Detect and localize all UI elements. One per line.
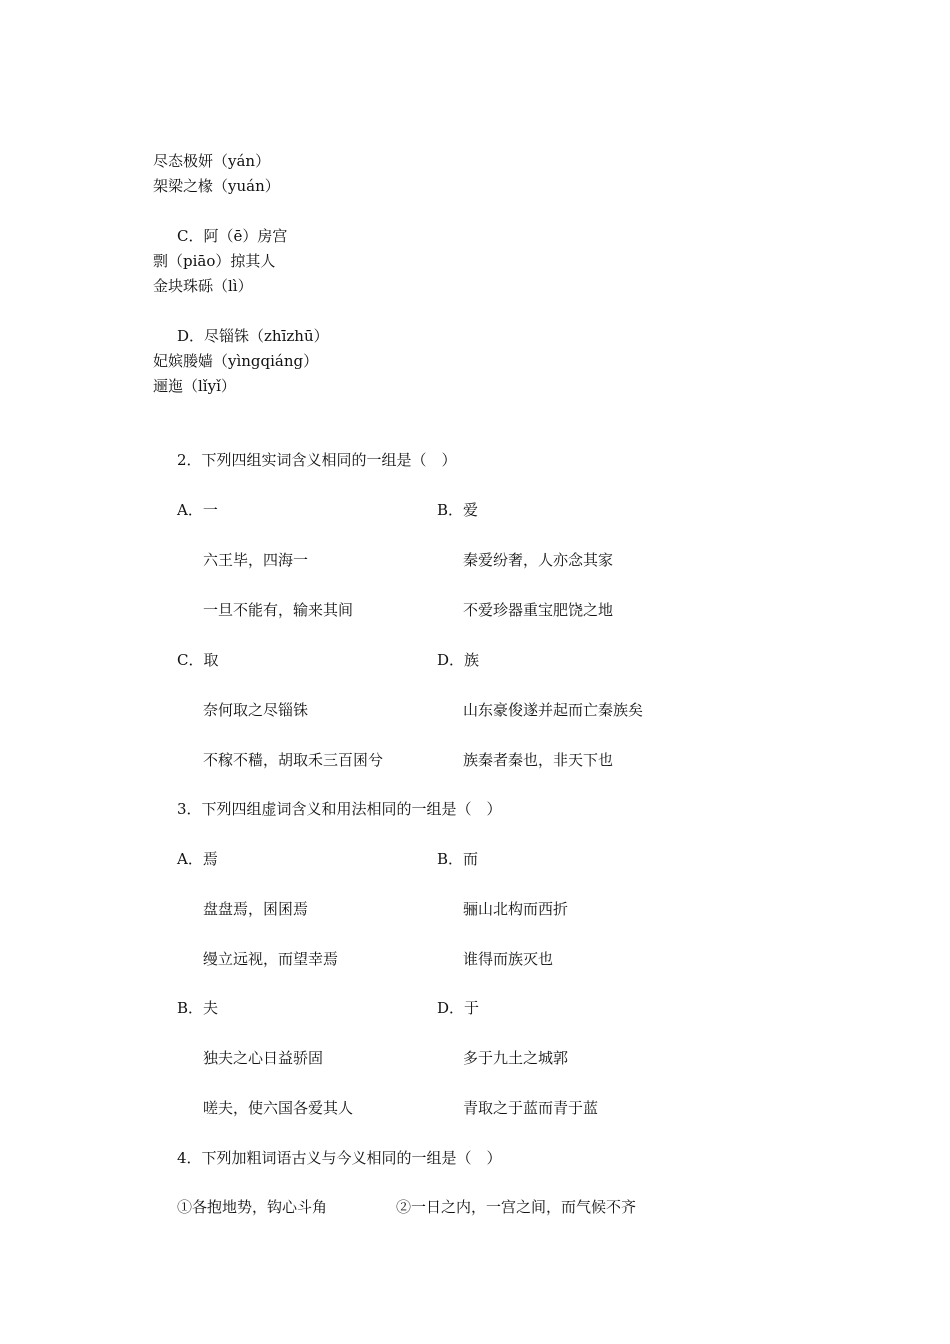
- q3-stem: 3．下列四组虚词含义和用法相同的一组是（ ）: [177, 800, 502, 818]
- q3-option-c-sentence-1: 独夫之心日益骄固: [203, 1049, 324, 1067]
- q4-stem: 4．下列加粗词语古义与今义相同的一组是（ ）: [177, 1149, 502, 1167]
- q1-option-c-item-2: 金块珠砾（lì）: [153, 277, 253, 295]
- q2-option-a-sentence-1: 六王毕，四海一: [203, 551, 309, 569]
- q3-option-c-label: B．夫: [177, 999, 219, 1017]
- q1-option-d-label: D．尽锱铢（zhīzhū）: [177, 327, 329, 345]
- q4-item-1: ①各抱地势，钩心斗角: [177, 1198, 328, 1216]
- q3-option-a-label: A．焉: [177, 850, 218, 868]
- q3-option-b-sentence-1: 骊山北构而西折: [463, 900, 569, 918]
- q3-option-d-sentence-1: 多于九土之城郭: [463, 1049, 569, 1067]
- q1-option-d-item-1: 妃嫔媵嫱（yìngqiáng）: [153, 352, 319, 370]
- q2-stem: 2．下列四组实词含义相同的一组是（ ）: [177, 451, 457, 469]
- q2-option-b-sentence-2: 不爱珍器重宝肥饶之地: [463, 601, 614, 619]
- q2-option-c-sentence-1: 奈何取之尽锱铢: [203, 701, 309, 719]
- q2-option-b-label: B．爱: [437, 501, 479, 519]
- q3-option-b-sentence-2: 谁得而族灭也: [463, 950, 554, 968]
- q1-option-c-item-1: 剽（piāo）掠其人: [153, 252, 276, 270]
- q1-option-b-item-1: 尽态极妍（yán）: [153, 152, 271, 170]
- q3-option-d-label: D．于: [437, 999, 480, 1017]
- q1-option-c-label: C．阿（ē）房宫: [177, 227, 288, 245]
- q1-option-b-item-2: 架梁之椽（yuán）: [153, 177, 280, 195]
- q3-option-a-sentence-2: 缦立远视，而望幸焉: [203, 950, 339, 968]
- q3-option-b-label: B．而: [437, 850, 479, 868]
- q3-option-d-sentence-2: 青取之于蓝而青于蓝: [463, 1099, 599, 1117]
- q2-option-d-label: D．族: [437, 651, 480, 669]
- q2-option-d-sentence-1: 山东豪俊遂并起而亡秦族矣: [463, 701, 644, 719]
- q2-option-a-label: A．一: [177, 501, 218, 519]
- q2-option-c-sentence-2: 不稼不穑，胡取禾三百囷兮: [203, 751, 384, 769]
- q3-option-a-sentence-1: 盘盘焉，囷囷焉: [203, 900, 309, 918]
- q1-option-d-item-2: 逦迤（lǐyǐ）: [153, 377, 236, 395]
- q4-item-2: ②一日之内，一宫之间，而气候不齐: [396, 1198, 637, 1216]
- q2-option-c-label: C．取: [177, 651, 219, 669]
- q3-option-c-sentence-2: 嗟夫，使六国各爱其人: [203, 1099, 354, 1117]
- q2-option-d-sentence-2: 族秦者秦也，非天下也: [463, 751, 614, 769]
- q2-option-b-sentence-1: 秦爱纷奢，人亦念其家: [463, 551, 614, 569]
- q2-option-a-sentence-2: 一旦不能有，输来其间: [203, 601, 354, 619]
